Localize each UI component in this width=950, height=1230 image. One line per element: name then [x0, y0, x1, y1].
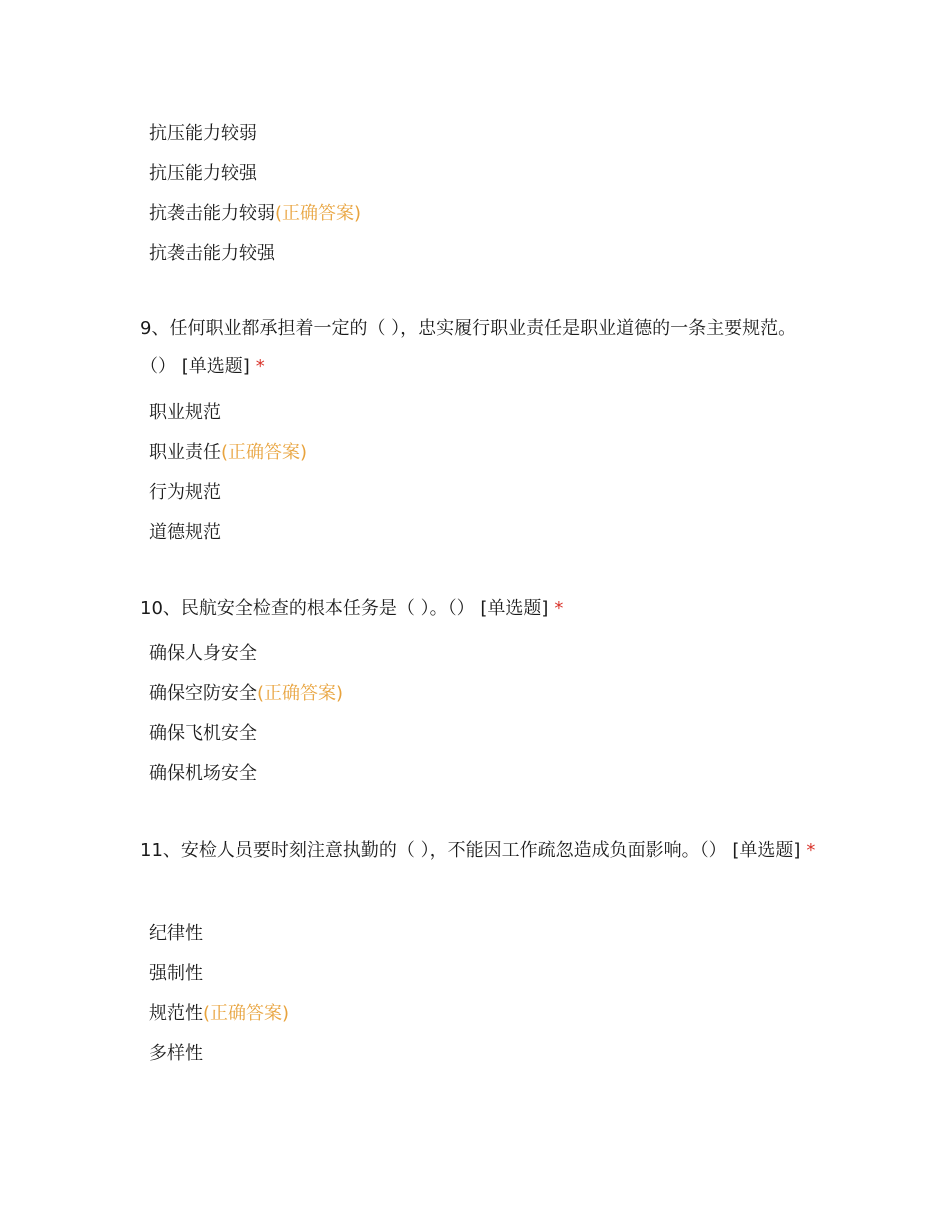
option-item: [149, 994, 289, 1034]
option-item: [149, 433, 307, 473]
option-label: 确保人身安全: [149, 643, 257, 664]
option-item: [149, 714, 343, 754]
correct-answer-mark: (正确答案): [203, 1003, 290, 1024]
required-star: *: [806, 840, 816, 861]
option-item: [149, 513, 307, 553]
question-9-stem: [140, 310, 820, 386]
required-star: *: [554, 598, 564, 619]
option-item: [149, 154, 361, 194]
question-text: 9、任何职业都承担着一定的（ ），忠实履行职业责任是职业道德的一条主要规范。（）: [140, 318, 797, 377]
question-11-stem: [140, 832, 820, 870]
option-label: 抗袭击能力较强: [149, 243, 275, 264]
option-item: [149, 754, 343, 794]
option-label: 抗袭击能力较弱: [149, 203, 275, 224]
option-item: [149, 114, 361, 154]
option-label: 道德规范: [149, 522, 221, 543]
required-star: *: [255, 356, 265, 377]
question-11-options: [149, 914, 289, 1074]
option-item: [149, 674, 343, 714]
question-text: 10、民航安全检查的根本任务是（ ）。（）: [140, 598, 475, 619]
question-type: [单选题]: [480, 598, 549, 619]
option-item: [149, 194, 361, 234]
option-item: [149, 1034, 289, 1074]
correct-answer-mark: (正确答案): [221, 442, 308, 463]
question-10-options: [149, 634, 343, 794]
correct-answer-mark: (正确答案): [275, 203, 362, 224]
option-item: [149, 234, 361, 274]
option-label: 强制性: [149, 963, 203, 984]
option-label: 纪律性: [149, 923, 203, 944]
question-9-options: [149, 393, 307, 553]
option-item: [149, 914, 289, 954]
option-label: 多样性: [149, 1043, 203, 1064]
question-text: 11、安检人员要时刻注意执勤的（ ），不能因工作疏忽造成负面影响。（）: [140, 840, 727, 861]
option-label: 行为规范: [149, 482, 221, 503]
option-label: 抗压能力较弱: [149, 123, 257, 144]
option-label: 确保机场安全: [149, 763, 257, 784]
question-type: [单选题]: [181, 356, 250, 377]
correct-answer-mark: (正确答案): [257, 683, 344, 704]
option-item: [149, 634, 343, 674]
option-label: 确保空防安全: [149, 683, 257, 704]
option-item: [149, 954, 289, 994]
option-label: 抗压能力较强: [149, 163, 257, 184]
option-label: 确保飞机安全: [149, 723, 257, 744]
option-item: [149, 393, 307, 433]
option-item: [149, 473, 307, 513]
question-10-stem: [140, 590, 820, 628]
question-type: [单选题]: [732, 840, 801, 861]
question-8-options: [149, 114, 361, 274]
option-label: 职业规范: [149, 402, 221, 423]
option-label: 职业责任: [149, 442, 221, 463]
option-label: 规范性: [149, 1003, 203, 1024]
